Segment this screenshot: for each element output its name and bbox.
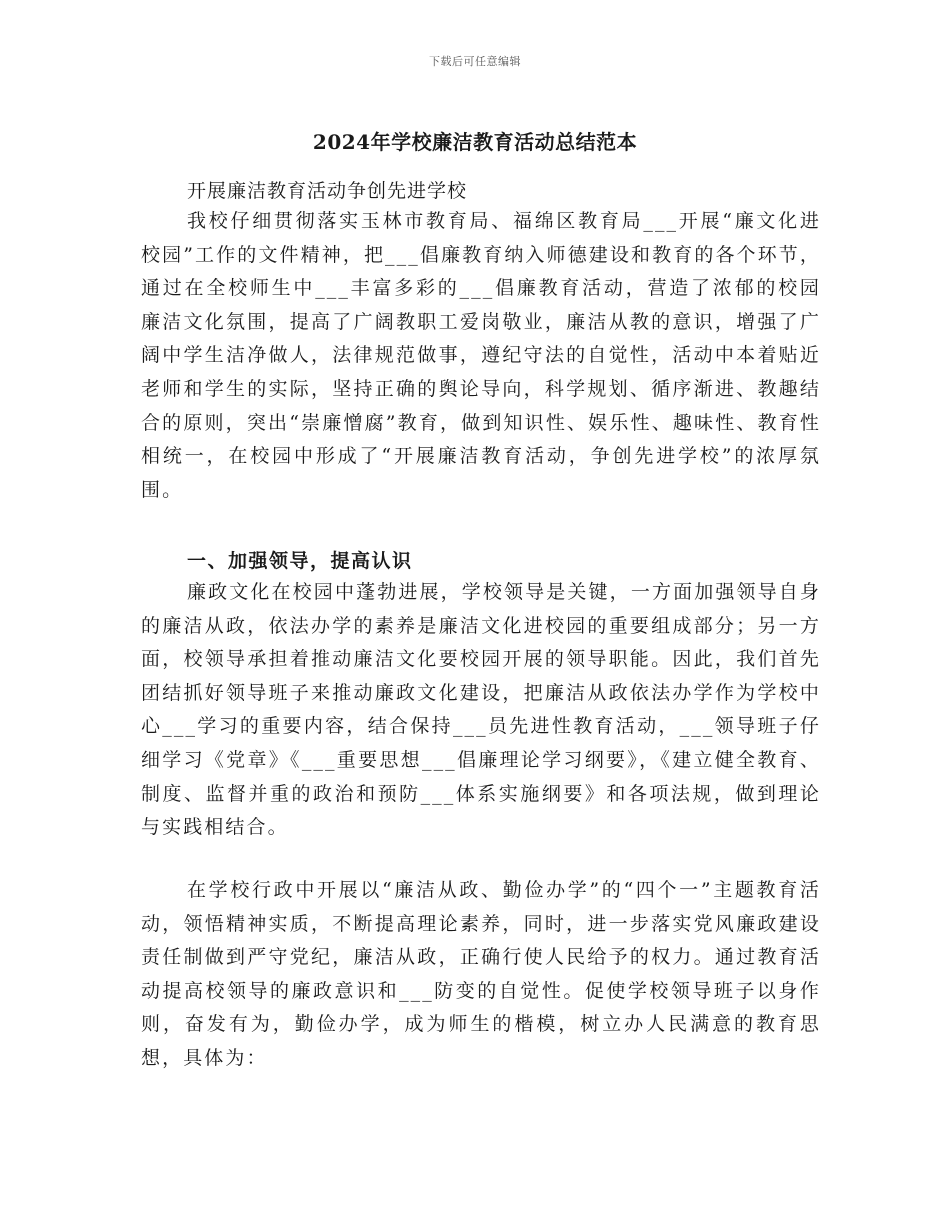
header-note: 下载后可任意编辑	[429, 55, 521, 68]
section-heading: 一、加强领导，提高认识	[187, 550, 413, 572]
paragraph-leadership: 廉政文化在校园中蓬勃进展，学校领导是关键，一方面加强领导自身的廉洁从政，依法办学的素养是廉洁文化进校园的重要组成部分；另一方面，校领导承担着推动廉洁文化要校园开展的领导职能。因此，我们首先团结抓好领导班子来推动廉政文化建设，把廉洁从政依法办学作为学校中心___学习的重要内容，结合保持___员先进性教育活动，___领导班子仔细学习《党章》《___重要思想___倡廉理论学习纲要》，《建立健全教育、制度、监督并重的政治和预防___体系实施纲要》和各项法规，做到理论与实践相结合。	[141, 581, 821, 839]
document-subtitle: 开展廉洁教育活动争创先进学校	[187, 180, 468, 202]
paragraph-activities: 在学校行政中开展以“廉洁从政、勤俭办学”的“四个一”主题教育活动，领悟精神实质，不断提高理论素养，同时，进一步落实党风廉政建设责任制做到严守党纪，廉洁从政，正确行使人民给予的权力。通过教育活动提高校领导的廉政意识和___防变的自觉性。促使学校领导班子以身作则，奋发有为，勤俭办学，成为师生的楷模，树立办人民满意的教育思想，具体为：	[141, 879, 821, 1069]
paragraph-intro: 我校仔细贯彻落实玉林市教育局、福绵区教育局___开展“廉文化进校园”工作的文件精神，把___倡廉教育纳入师德建设和教育的各个环节，通过在全校师生中___丰富多彩的___倡廉教育活动，营造了浓郁的校园廉洁文化氛围，提高了广阔教职工爱岗敬业，廉洁从教的意识，增强了广阔中学生洁净做人，法律规范做事，遵纪守法的自觉性，活动中本着贴近老师和学生的实际，坚持正确的舆论导向，科学规划、循序渐进、教趣结合的原则，突出“崇廉憎腐”教育，做到知识性、娱乐性、趣味性、教育性相统一，在校园中形成了“开展廉洁教育活动，争创先进学校”的浓厚氛围。	[141, 210, 821, 501]
document-title: 2024年学校廉洁教育活动总结范本	[312, 130, 638, 154]
